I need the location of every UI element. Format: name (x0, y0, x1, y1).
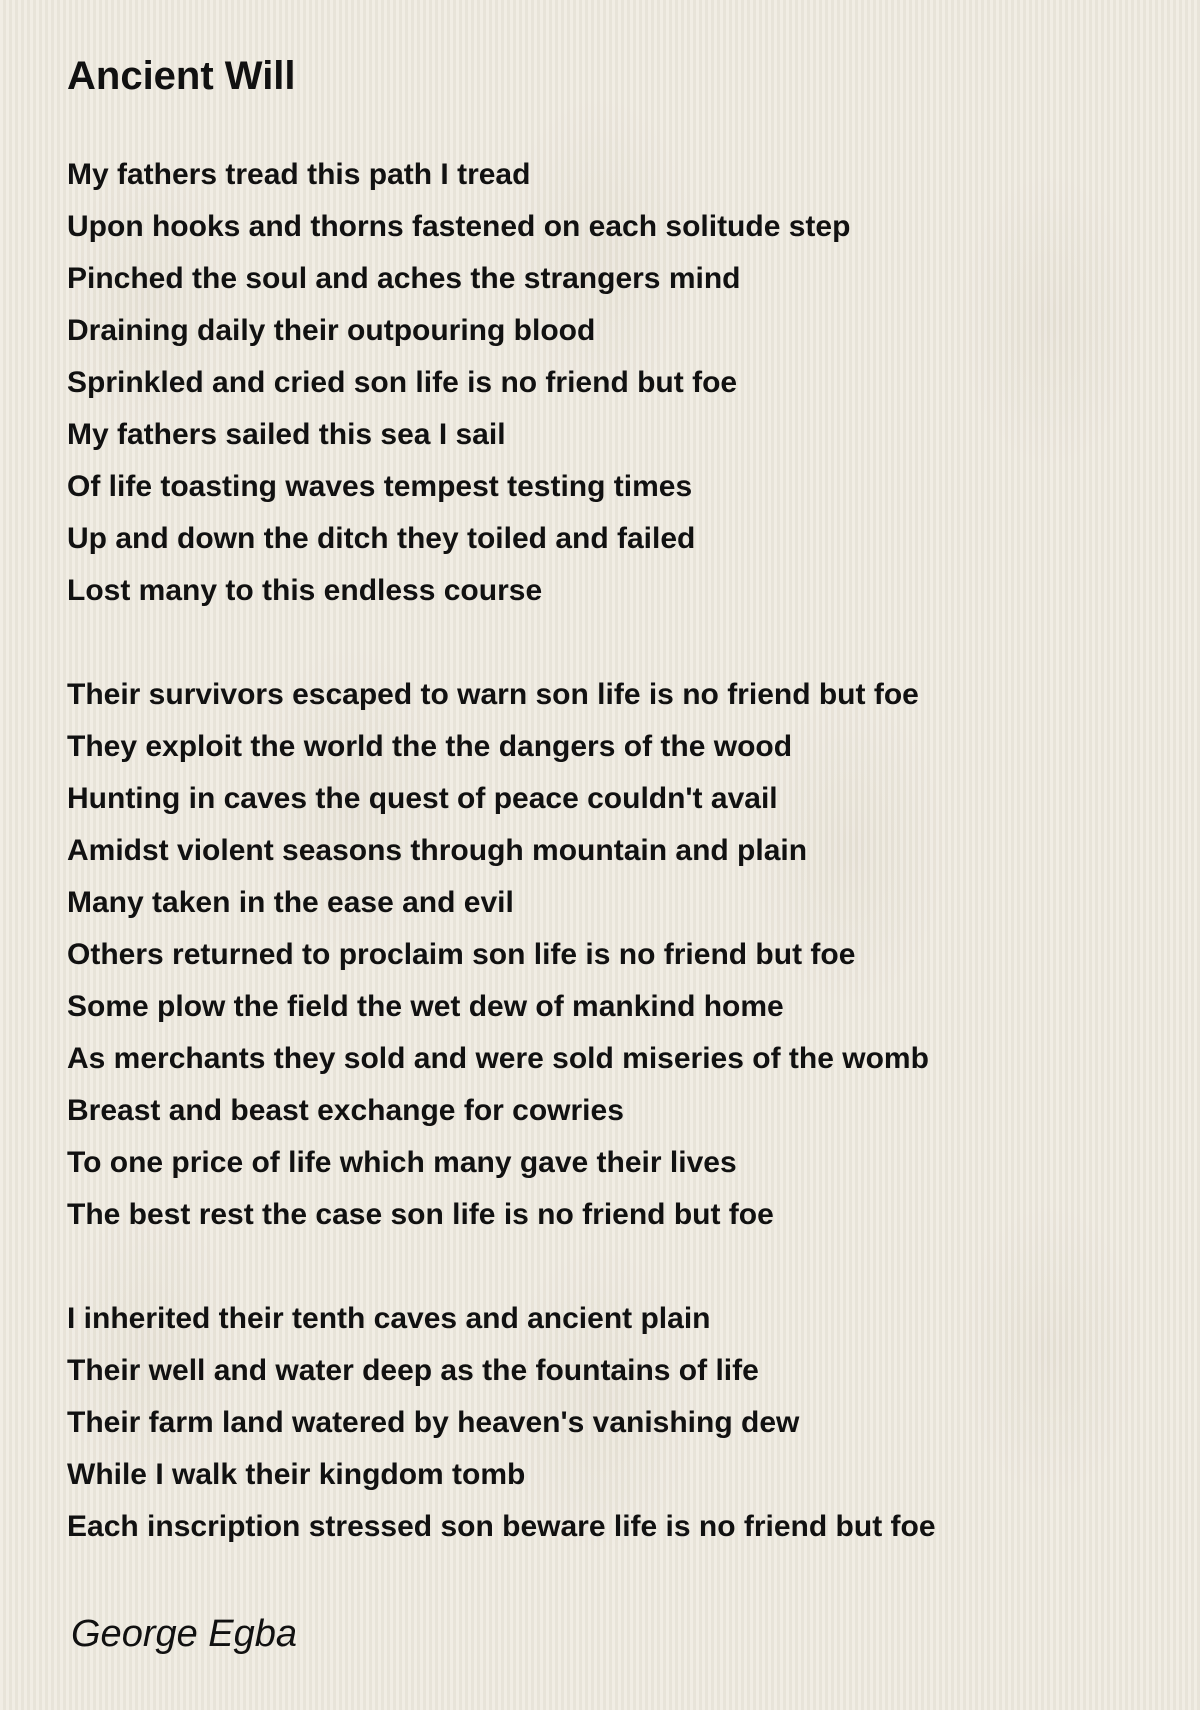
poem-line: To one price of life which many gave their lives (67, 1146, 737, 1179)
poem-line: Others returned to proclaim son life is no friend but foe (67, 938, 856, 971)
poem-line: Sprinkled and cried son life is no friend but foe (67, 366, 738, 399)
poem-line: The best rest the case son life is no friend but foe (67, 1198, 774, 1231)
poem-line: As merchants they sold and were sold miseries of the womb (67, 1042, 929, 1075)
poem-line: Each inscription stressed son beware life is no friend but foe (67, 1510, 936, 1543)
poem-author: George Egba (71, 1613, 298, 1655)
poem-line: Upon hooks and thorns fastened on each solitude step (67, 210, 851, 243)
poem-line: Their farm land watered by heaven's vanishing dew (67, 1406, 800, 1439)
poem-line: They exploit the world the the dangers of the wood (67, 730, 793, 763)
stanza-1 (67, 149, 1167, 617)
poem-line: Some plow the field the wet dew of mankind home (67, 990, 784, 1023)
poem-line: Breast and beast exchange for cowries (67, 1094, 624, 1127)
poem-title: Ancient Will (67, 54, 296, 98)
poem-line: I inherited their tenth caves and ancient plain (67, 1302, 711, 1335)
poem-line: Their well and water deep as the fountains of life (67, 1354, 759, 1387)
poem-line: Draining daily their outpouring blood (67, 314, 596, 347)
poem-body (67, 149, 1167, 1605)
poem-line: My fathers sailed this sea I sail (67, 418, 506, 451)
poem-line: Hunting in caves the quest of peace couldn't avail (67, 782, 778, 815)
poem-line: Many taken in the ease and evil (67, 886, 514, 919)
poem-line: Pinched the soul and aches the strangers mind (67, 262, 741, 295)
poem-line: Lost many to this endless course (67, 574, 543, 607)
poem-line: Amidst violent seasons through mountain and plain (67, 834, 808, 867)
stanza-2 (67, 669, 1167, 1241)
stanza-3 (67, 1293, 1167, 1553)
poem-line: Their survivors escaped to warn son life is no friend but foe (67, 678, 919, 711)
poem-line: My fathers tread this path I tread (67, 158, 531, 191)
poem-line: Of life toasting waves tempest testing times (67, 470, 693, 503)
poem-line: While I walk their kingdom tomb (67, 1458, 526, 1491)
poem-line: Up and down the ditch they toiled and failed (67, 522, 696, 555)
